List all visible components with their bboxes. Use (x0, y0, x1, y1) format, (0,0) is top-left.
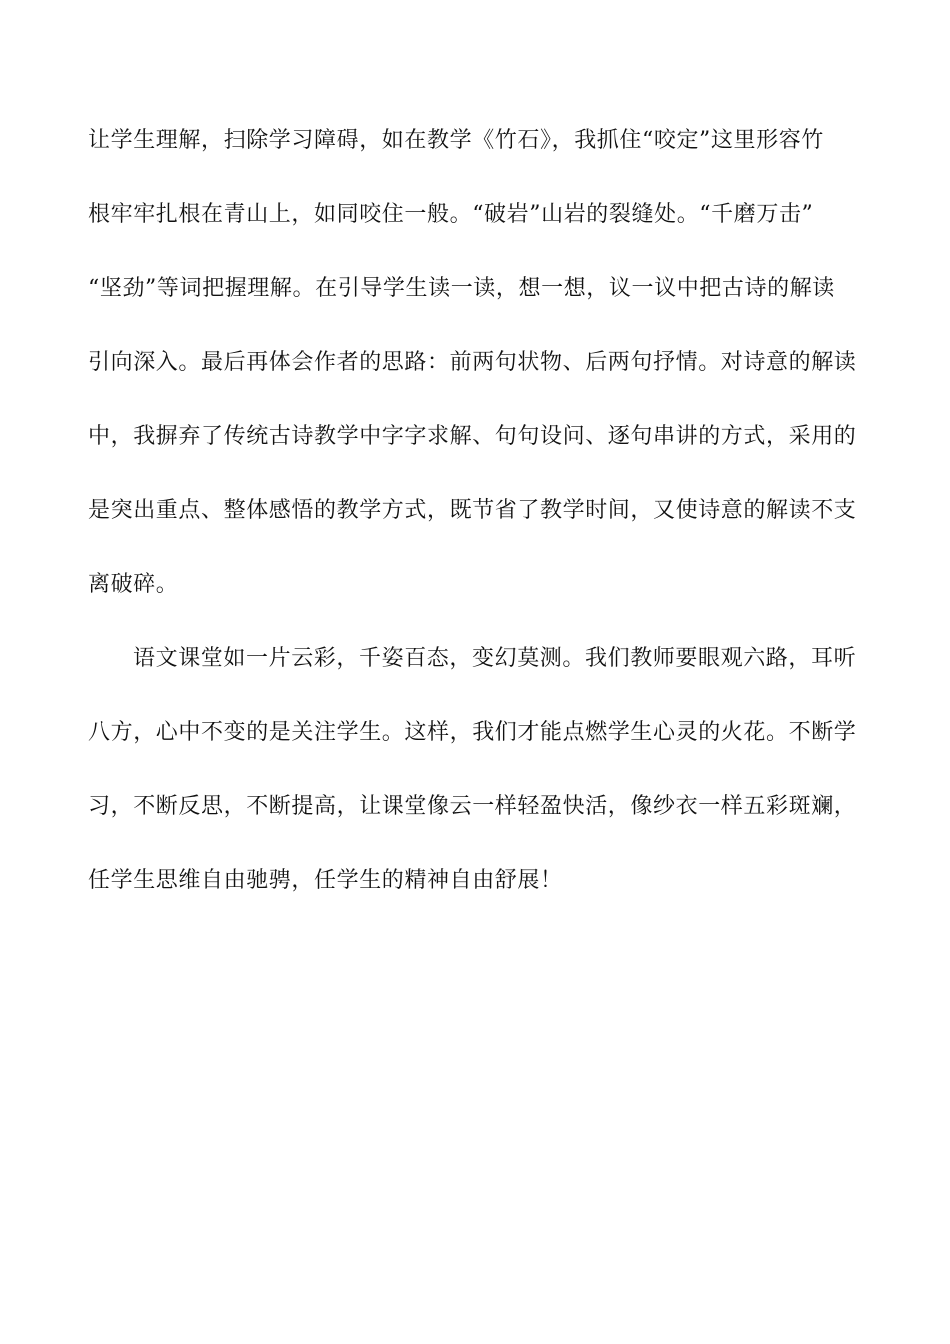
text-line: 任学生思维自由驰骋，任学生的精神自由舒展！ (88, 868, 563, 893)
text-line: 八方，心中不变的是关注学生。这样，我们才能点燃学生心灵的火花。不断学 (88, 720, 857, 745)
text-line: 让学生理解，扫除学习障碍，如在教学《竹石》，我抓住“咬定”这里形容竹 (88, 128, 824, 153)
body-text (88, 118, 864, 932)
paragraph-1 (88, 118, 864, 636)
text-line: 习，不断反思，不断提高，让课堂像云一样轻盈快活，像纱衣一样五彩斑斓， (88, 794, 857, 819)
text-line: 中，我摒弃了传统古诗教学中字字求解、句句设问、逐句串讲的方式，采用的 (88, 424, 857, 449)
text-line: “坚劲”等词把握理解。在引导学生读一读，想一想，议一议中把古诗的解读 (88, 276, 835, 301)
text-line: 是突出重点、整体感悟的教学方式，既节省了教学时间，又使诗意的解读不支 (88, 498, 857, 523)
text-line: 语文课堂如一片云彩，千姿百态，变幻莫测。我们教师要眼观六路，耳听 (133, 646, 857, 671)
paragraph-2 (88, 636, 864, 932)
text-line: 根牢牢扎根在青山上，如同咬住一般。“破岩”山岩的裂缝处。“千磨万击” (88, 202, 814, 227)
text-line: 离破碎。 (88, 572, 179, 597)
text-line: 引向深入。最后再体会作者的思路：前两句状物、后两句抒情。对诗意的解读 (88, 350, 857, 375)
